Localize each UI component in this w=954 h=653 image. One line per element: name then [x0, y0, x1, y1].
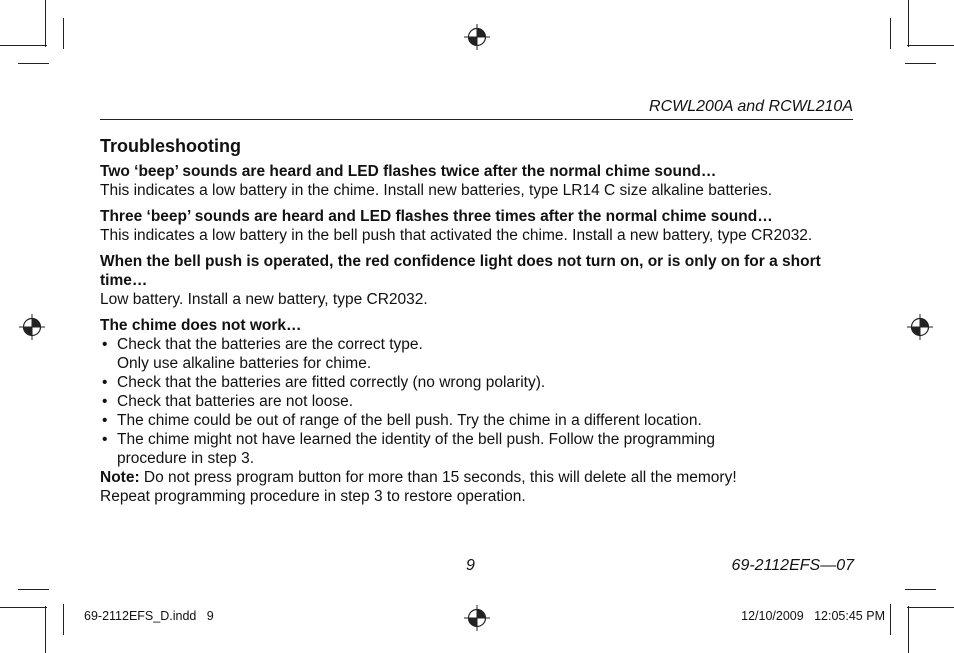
crop-mark	[890, 18, 891, 49]
crop-mark	[905, 63, 936, 64]
note	[100, 468, 855, 487]
crop-mark	[18, 589, 49, 590]
issue-answer: This indicates a low battery in the bell push that activated the chime. Install a new battery, type CR2032.	[100, 227, 813, 244]
product-title: RCWL200A and RCWL210A	[649, 98, 853, 115]
crop-mark	[908, 0, 909, 47]
document-code: 69-2112EFS—07	[731, 557, 854, 574]
list-item-text: procedure in step 3.	[117, 450, 255, 467]
crop-mark	[907, 45, 954, 46]
check-list	[100, 335, 855, 468]
crop-mark	[45, 0, 46, 47]
list-item-text: • Check that the batteries are the correct type.	[117, 336, 423, 353]
list-item-text: • Check that batteries are not loose.	[117, 393, 354, 410]
crop-mark	[0, 45, 47, 46]
registration-mark-icon	[907, 314, 933, 340]
page-number: 9	[466, 557, 475, 574]
slug-filename: 69-2112EFS_D.indd 9	[84, 609, 214, 623]
registration-mark-icon	[19, 314, 45, 340]
issue-heading: When the bell push is operated, the red confidence light does not turn on, or is only on for a short time…	[100, 253, 821, 289]
list-item-text: • The chime might not have learned the identity of the bell push. Follow the programming	[117, 431, 715, 448]
header-rule	[100, 119, 853, 120]
note-text: Do not press program button for more than 15 seconds, this will delete all the memory!	[139, 469, 737, 486]
section-title: Troubleshooting	[100, 136, 241, 156]
issue-heading: Three ‘beep’ sounds are heard and LED flashes three times after the normal chime sound…	[100, 208, 773, 225]
note-label: Note:	[100, 469, 140, 486]
issue-answer: Low battery. Install a new battery, type CR2032.	[100, 291, 428, 308]
crop-mark	[905, 589, 936, 590]
note-text-line2: Repeat programming procedure in step 3 to restore operation.	[100, 488, 526, 505]
crop-mark	[63, 18, 64, 49]
list-item	[100, 430, 855, 468]
troubleshooting-section	[100, 135, 855, 506]
crop-mark	[890, 604, 891, 635]
issue-heading: The chime does not work…	[100, 317, 302, 334]
crop-mark	[18, 63, 49, 64]
list-item-text: • The chime could be out of range of the bell push. Try the chime in a different location.	[117, 412, 702, 429]
registration-mark-icon	[464, 24, 490, 50]
crop-mark	[908, 606, 909, 653]
crop-mark	[0, 607, 47, 608]
crop-mark	[907, 607, 954, 608]
list-item-text: • Check that the batteries are fitted correctly (no wrong polarity).	[117, 374, 546, 391]
list-item-text: Only use alkaline batteries for chime.	[117, 355, 372, 372]
issue-heading: Two ‘beep’ sounds are heard and LED flashes twice after the normal chime sound…	[100, 163, 717, 180]
list-item	[100, 392, 855, 411]
list-item	[100, 411, 855, 430]
issue-answer: This indicates a low battery in the chime. Install new batteries, type LR14 C size alkaline batteries.	[100, 182, 772, 199]
list-item	[100, 373, 855, 392]
list-item	[100, 335, 855, 373]
slug-timestamp: 12/10/2009 12:05:45 PM	[741, 609, 885, 623]
